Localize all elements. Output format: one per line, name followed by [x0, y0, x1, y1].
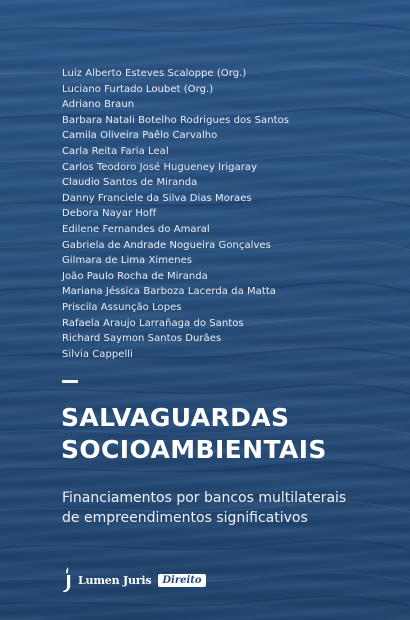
book-subtitle-line-2: de empreendimentos significativos: [62, 510, 308, 526]
book-title-line-1: SALVAGUARDAS: [61, 403, 290, 432]
author-name: Edilene Fernandes do Amaral: [62, 223, 210, 235]
author-name: Danny Franciele da Silva Dias Moraes: [62, 192, 252, 204]
author-name: Debora Nayar Hoff: [62, 208, 157, 220]
book-title: [61, 402, 327, 466]
author-name: Gilmara de Lima Ximenes: [62, 255, 193, 267]
author-name: Rafaela Araujo Larrañaga do Santos: [62, 317, 244, 329]
book-subtitle-line-1: Financiamentos por bancos multilaterais: [62, 490, 347, 506]
author-name: Priscila Assunção Lopes: [62, 301, 182, 313]
lumen-juris-logo-icon: [62, 567, 74, 593]
author-list: [62, 66, 289, 362]
publisher-name: Lumen Juris: [78, 573, 152, 587]
author-name: Carla Reita Faria Leal: [62, 145, 169, 157]
author-name: Gabriela de Andrade Nogueira Gonçalves: [62, 239, 271, 251]
title-divider: [62, 380, 78, 383]
author-name: Claudio Santos de Miranda: [62, 177, 198, 189]
author-name: Luiz Alberto Esteves Scaloppe (Org.): [62, 68, 247, 79]
book-subtitle: [62, 488, 346, 528]
author-name: Mariana Jéssica Barboza Lacerda da Matta: [62, 286, 276, 298]
author-name: João Paulo Rocha de Miranda: [62, 270, 208, 282]
author-name: Adriano Braun: [62, 99, 135, 111]
author-name: Luciano Furtado Loubet (Org.): [62, 83, 214, 95]
book-title-line-2: SOCIOAMBIENTAIS: [61, 435, 327, 464]
author-name: Camila Oliveira Paêlo Carvalho: [62, 130, 218, 142]
series-badge: Direito: [158, 574, 205, 587]
publisher-imprint: [62, 566, 206, 594]
author-name: Richard Saymon Santos Durães: [62, 333, 222, 345]
author-name: Silvia Cappelli: [62, 348, 133, 360]
author-name: Carlos Teodoro José Hugueney Irigaray: [62, 161, 258, 173]
author-name: Barbara Natali Botelho Rodrigues dos Santos: [62, 114, 289, 126]
